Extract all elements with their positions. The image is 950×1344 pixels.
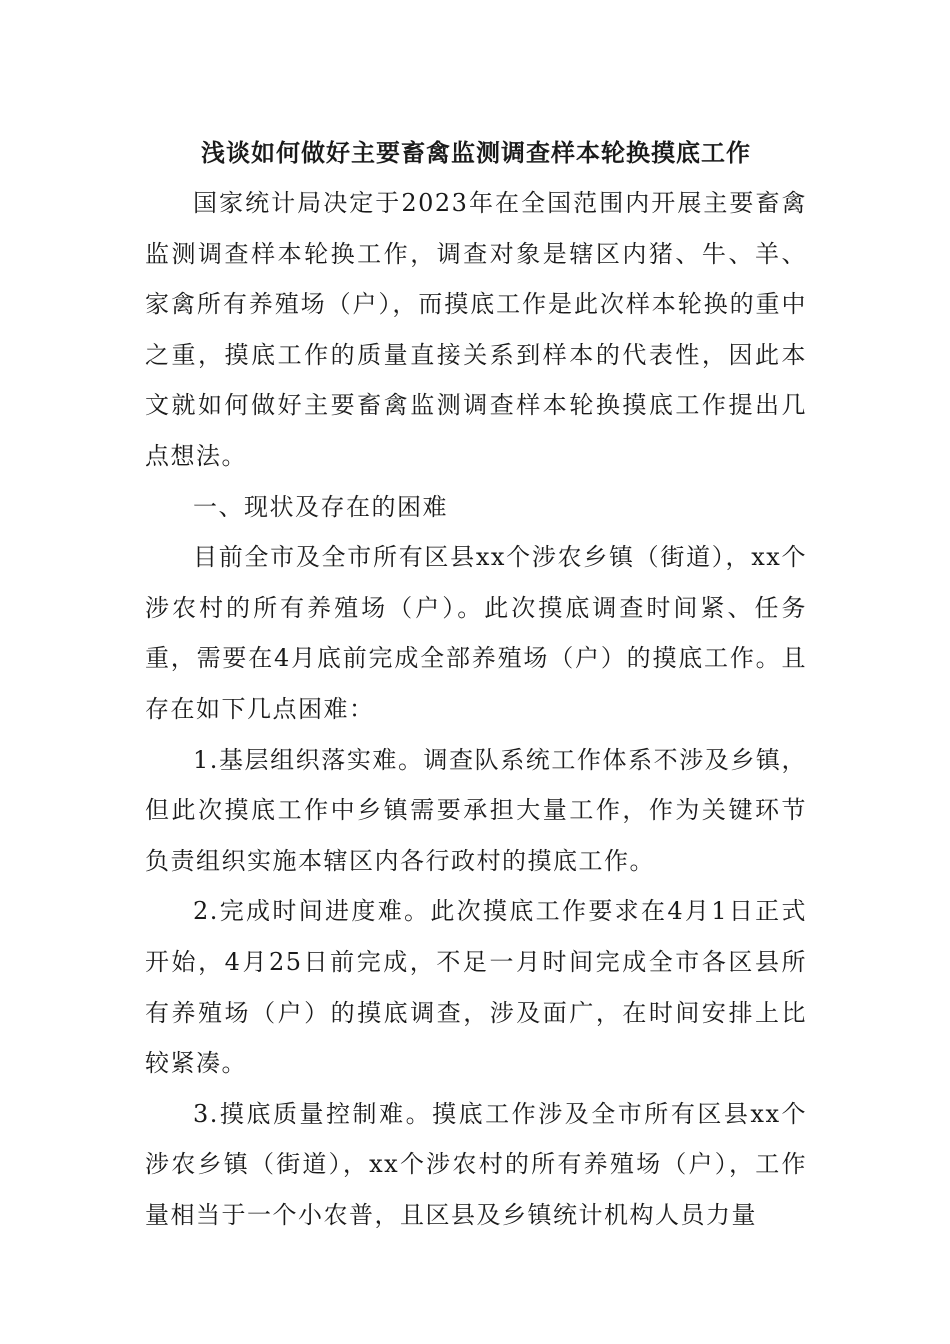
document-title: 浅谈如何做好主要畜禽监测调查样本轮换摸底工作 [201,138,751,167]
intro-paragraph: 国家统计局决定于2023年在全国范围内开展主要畜禽监测调查样本轮换工作，调查对象是辖区内猪、牛、羊、家禽所有养殖场（户），而摸底工作是此次样本轮换的重中之重，摸底工作的质量直接关系到样本的代表性，因此本文就如何做好主要畜禽监测调查样本轮换摸底工作提出几点想法。 [145,189,807,470]
status-paragraph: 目前全市及全市所有区县xx个涉农乡镇（街道），xx个涉农村的所有养殖场（户）。此次摸底调查时间紧、任务重，需要在4月底前完成全部养殖场（户）的摸底工作。且存在如下几点困难： [145,543,807,723]
difficulty-item-2: 2.完成时间进度难。此次摸底工作要求在4月1日正式开始，4月25日前完成，不足一月时间完成全市各区县所有养殖场（户）的摸底调查，涉及面广，在时间安排上比较紧凑。 [145,897,807,1078]
difficulty-item-1: 1.基层组织落实难。调查队系统工作体系不涉及乡镇，但此次摸底工作中乡镇需要承担大量工作，作为关键环节负责组织实施本辖区内各行政村的摸底工作。 [145,745,807,875]
difficulty-item-3: 3.摸底质量控制难。摸底工作涉及全市所有区县xx个涉农乡镇（街道），xx个涉农村的所有养殖场（户），工作量相当于一个小农普，且区县及乡镇统计机构人员力量 [145,1099,807,1229]
section-heading-current-status: 一、现状及存在的困难 [193,492,448,521]
document-body [145,128,807,1240]
